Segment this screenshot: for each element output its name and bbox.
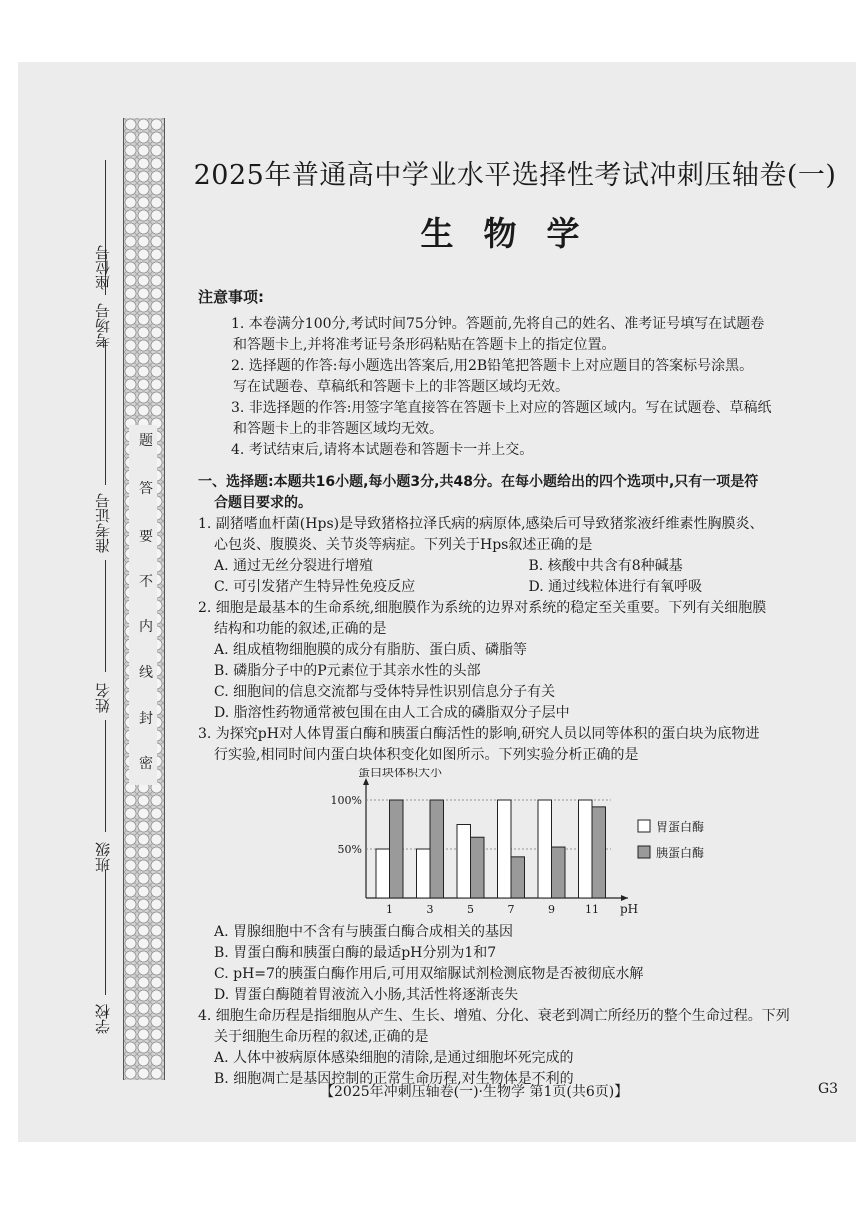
bar-pepsin [376,849,390,898]
x-tick-label: 11 [585,903,599,916]
bar-trypsin [511,857,525,898]
option-a: A. 组成植物细胞膜的成分有脂肪、蛋白质、磷脂等 [214,642,528,658]
seat-label: 座位号 [94,245,112,290]
option-a: A. 胃腺细胞中不含有与胰蛋白酶合成相关的基因 [214,924,514,940]
notice-item: 3. 非选择题的作答:用签字笔直接答在答题卡上对应的答题区域内。写在试题卷、草稿纸 [231,400,772,416]
x-tick-label: 9 [548,903,555,916]
legend-label: 胰蛋白酶 [656,846,705,860]
seal-word: 答 [139,481,153,497]
legend-swatch [638,820,650,832]
question-4-stem: 4. 细胞生命历程是指细胞从产生、生长、增殖、分化、衰老到凋亡所经历的整个生命过程。下列 [198,1008,790,1024]
seal-word: 题 [139,433,153,449]
bar-trypsin [592,807,606,898]
notice-heading: 注意事项: [198,288,264,306]
paper-code: G3 [818,1081,839,1097]
option-b: B. 细胞凋亡是基因控制的正常生命历程,对生物体是不利的 [214,1071,574,1087]
option-d: D. 通过线粒体进行有氧呼吸 [528,579,703,595]
option-b: B. 胃蛋白酶和胰蛋白酶的最适pH分别为1和7 [214,945,497,961]
bar-trypsin [430,800,444,898]
option-b: B. 核酸中共含有8种碱基 [528,558,683,574]
seal-word: 内 [139,619,153,635]
notice-item-cont: 和答题卡上,并将准考证号条形码粘贴在答题卡上的指定位置。 [233,337,616,353]
bar-pepsin [457,825,471,899]
question-1-options-ab [198,556,843,577]
x-axis-label: pH [620,902,639,916]
option-c: C. 细胞间的信息交流都与受体特异性识别信息分子有关 [214,684,556,700]
y-tick-label: 100% [330,794,362,807]
name-blank [105,560,106,672]
option-d: D. 脂溶性药物通常被包围在由人工合成的磷脂双分子层中 [214,705,570,721]
exam-id-label: 准考证号 [94,493,112,553]
school-label: 学校 [94,1004,112,1034]
option-d: D. 胃蛋白酶随着胃液流入小肠,其活性将逐渐丧失 [214,987,519,1003]
bar-pepsin [538,800,552,898]
section-heading: 一、选择题:本题共16小题,每小题3分,共48分。在每小题给出的四个选项中,只有一项是符 [198,474,759,490]
question-1-options-cd [198,577,843,598]
seal-word: 密 [139,756,153,772]
seal-word: 不 [139,574,153,590]
notice-item-cont: 和答题卡上的非答题区域均无效。 [233,421,443,437]
school-blank [105,870,106,995]
section-heading-cont: 合题目要求的。 [214,495,312,511]
bar-pepsin [417,849,431,898]
notice-item-cont: 写在试题卷、草稿纸和答题卡上的非答题区域均无效。 [233,379,569,395]
y-axis-arrow [363,778,369,785]
room-label: 考场号 [94,303,112,348]
x-axis-arrow [621,895,628,901]
name-label: 姓名 [94,683,112,713]
seal-word: 封 [139,711,153,727]
question-3-stem-cont: 行实验,相同时间内蛋白块体积变化如图所示。下列实验分析正确的是 [214,747,639,763]
question-1-stem-cont: 心包炎、腹膜炎、关节炎等病症。下列关于Hps叙述正确的是 [214,537,593,553]
exam-id-blank [105,340,106,485]
bar-trypsin [390,800,404,898]
question-2-stem-cont: 结构和功能的叙述,正确的是 [214,621,387,637]
option-c: C. pH=7的胰蛋白酶作用后,可用双缩脲试剂检测底物是否被彻底水解 [214,966,644,982]
bar-pepsin [498,800,512,898]
option-a: A. 人体中被病原体感染细胞的清除,是通过细胞坏死完成的 [214,1050,574,1066]
bar-trypsin [471,837,485,898]
y-axis-label: 蛋白块体积大小 [358,768,443,779]
question-4-stem-cont: 关于细胞生命历程的叙述,正确的是 [214,1029,429,1045]
y-tick-label: 50% [337,843,362,856]
question-2-stem: 2. 细胞是最基本的生命系统,细胞膜作为系统的边界对系统的稳定至关重要。下列有关细胞膜 [198,600,767,616]
x-tick-label: 5 [467,903,474,916]
x-tick-label: 3 [426,903,434,916]
option-c: C. 可引发猪产生特异性免疫反应 [214,579,416,595]
chart-svg [198,768,843,918]
notice-item: 1. 本卷满分100分,考试时间75分钟。答题前,先将自己的姓名、准考证号填写在试题卷 [231,316,765,332]
seal-word: 要 [139,529,153,545]
question-1-stem: 1. 副猪嗜血杆菌(Hps)是导致猪格拉泽氏病的病原体,感染后可导致猪浆液纤维素性胸膜炎、 [198,516,764,532]
option-b: B. 磷脂分子中的P元素位于其亲水性的头部 [214,663,481,679]
notice-item: 4. 考试结束后,请将本试题卷和答题卡一并上交。 [231,442,534,458]
page-footer: 【2025年冲刺压轴卷(一)·生物学 第1页(共6页)】 [320,1084,629,1100]
option-a: A. 通过无丝分裂进行增殖 [214,558,374,574]
x-tick-label: 1 [386,903,393,916]
exam-content [198,287,843,1090]
class-blank [105,720,106,832]
legend-swatch [638,846,650,858]
notice-item: 2. 选择题的作答:每小题选出答案后,用2B铅笔把答题卡上对应题目的答案标号涂黑。 [231,358,754,374]
exam-title: 2025年普通高中学业水平选择性考试冲刺压轴卷(一) [193,160,837,191]
x-tick-label: 7 [507,903,515,916]
legend-label: 胃蛋白酶 [656,820,705,834]
bar-pepsin [579,800,593,898]
question-3-stem: 3. 为探究pH对人体胃蛋白酶和胰蛋白酶活性的影响,研究人员以同等体积的蛋白块为底物进 [198,726,760,742]
enzyme-chart [198,768,843,918]
class-label: 班级 [94,842,112,872]
subject-title: 生物学 [420,214,610,253]
bar-trypsin [552,847,566,898]
seal-word: 线 [139,665,153,681]
